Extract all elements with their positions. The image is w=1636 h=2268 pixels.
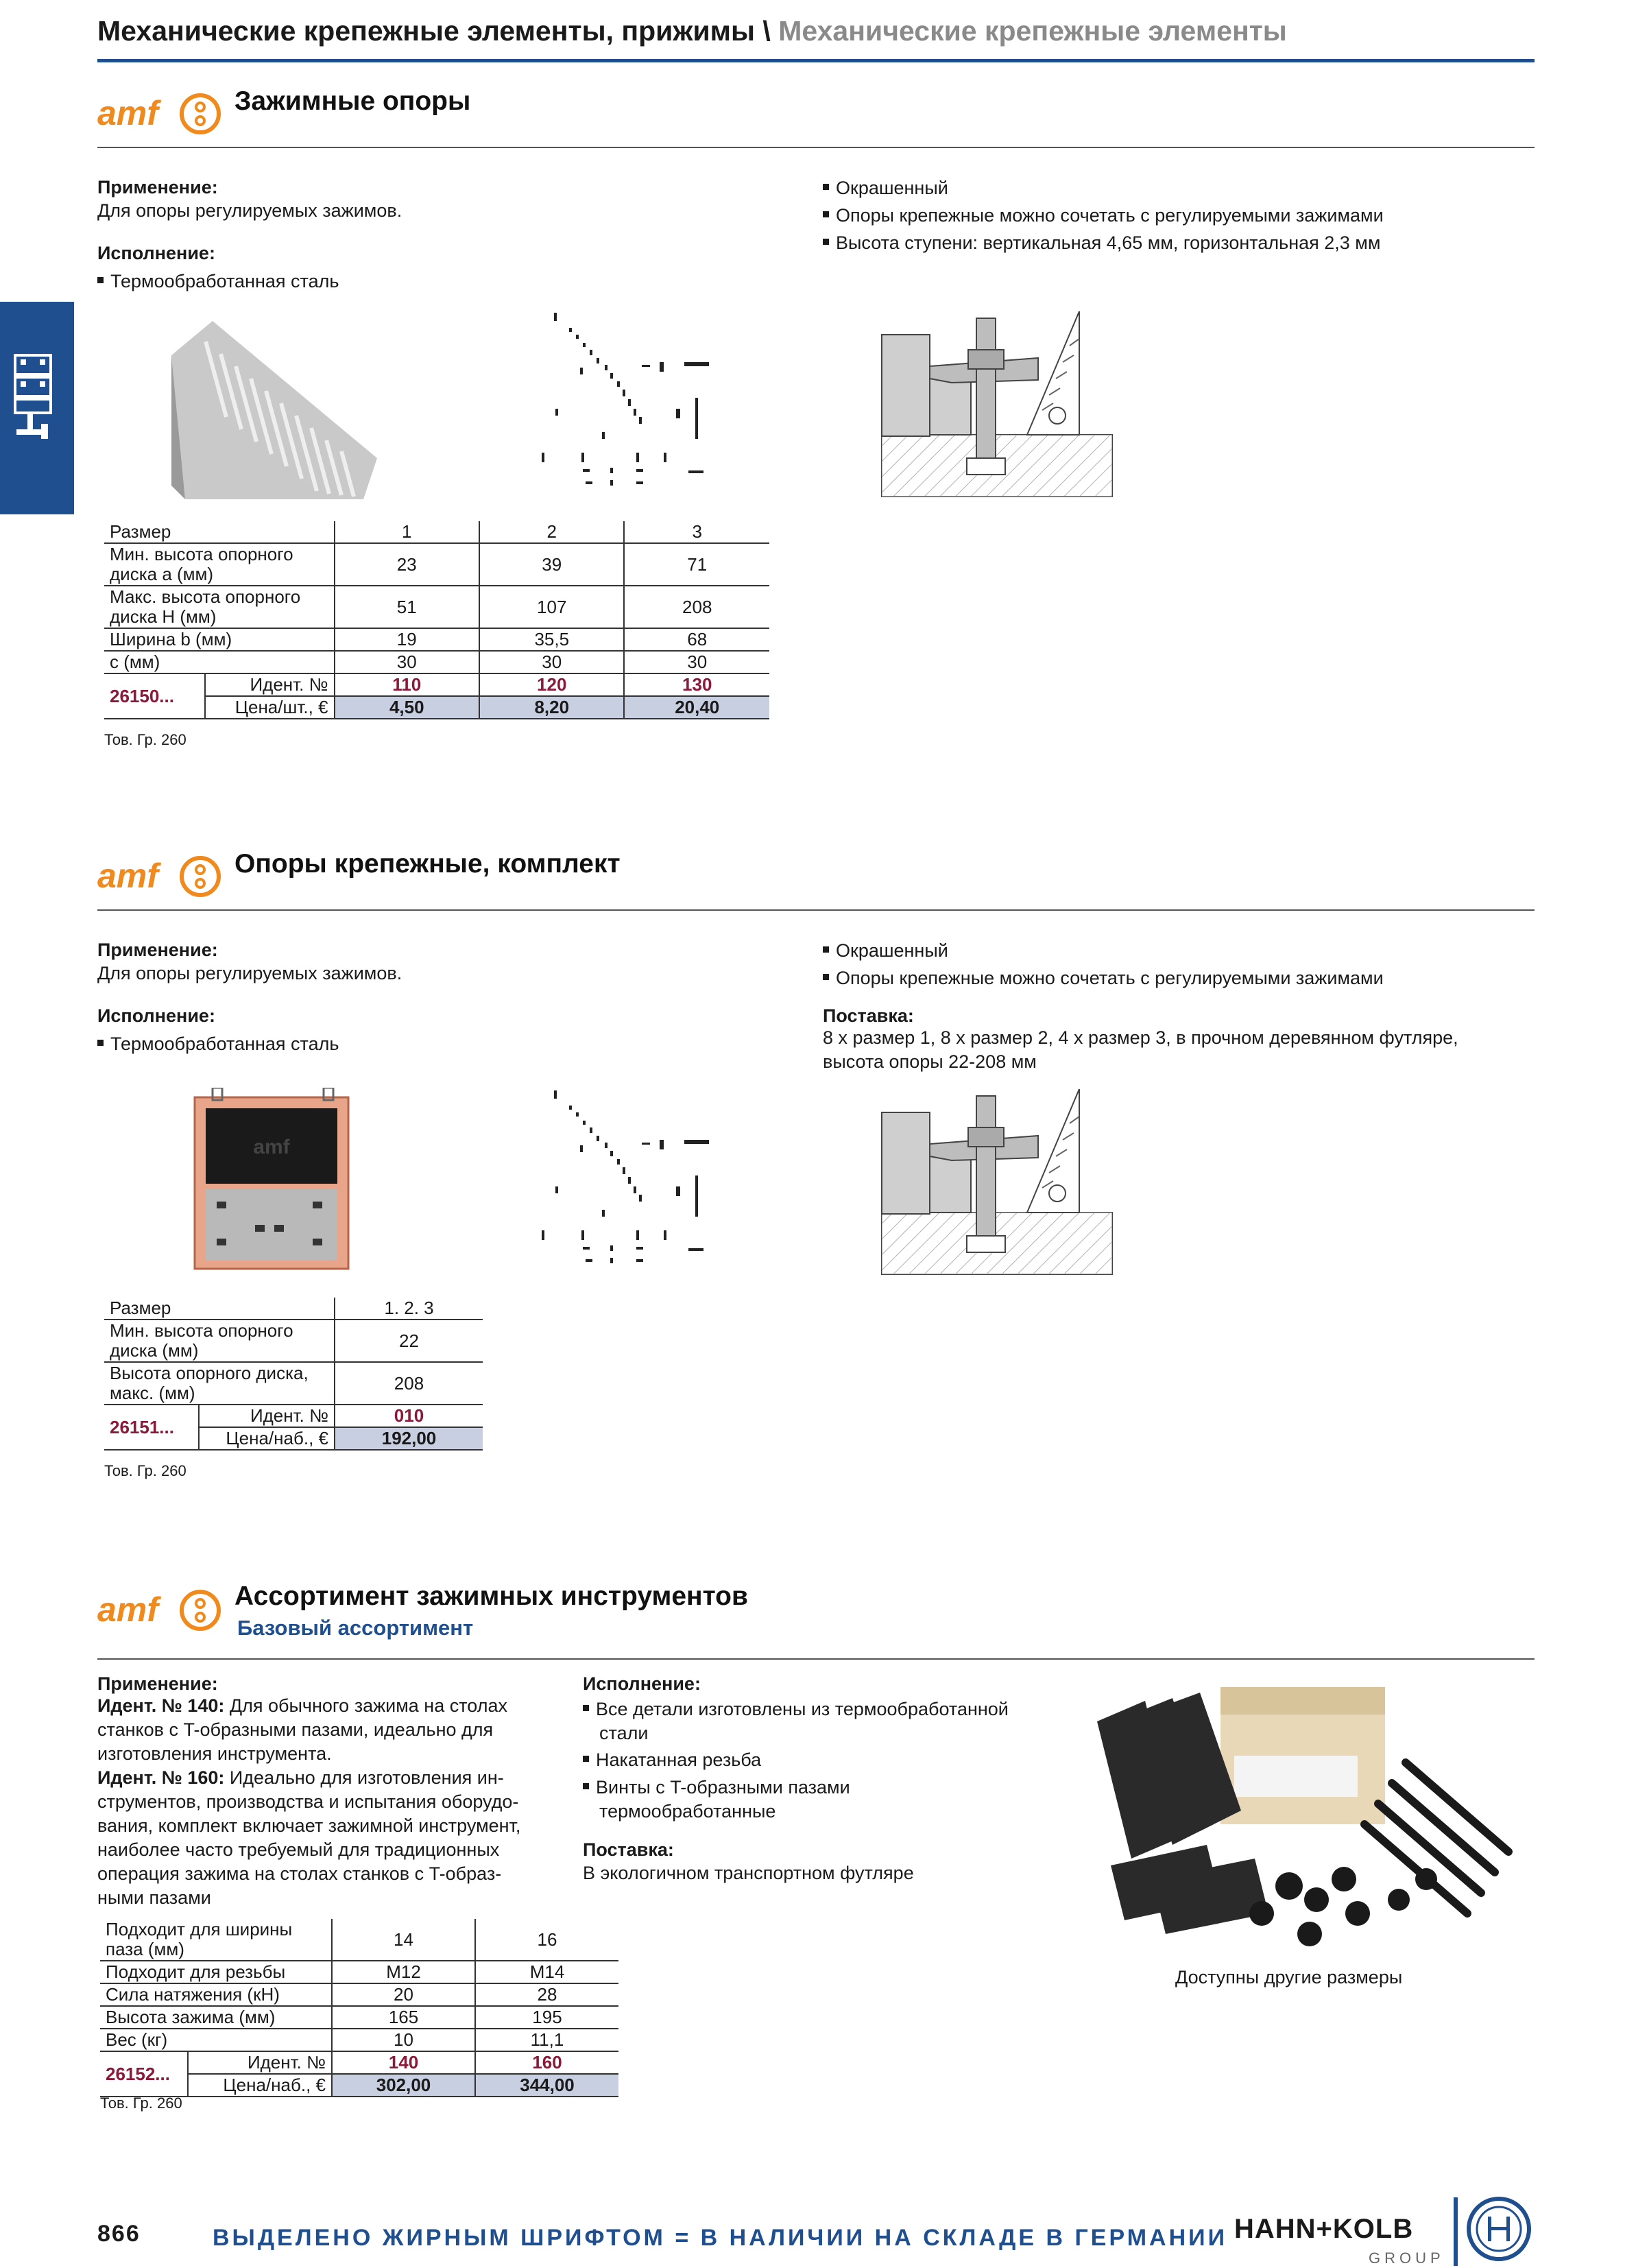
row-label: Высота опорного диска, макс. (мм) [104, 1362, 335, 1405]
cell: 30 [335, 651, 479, 673]
table-col-header: 1. 2. 3 [335, 1298, 483, 1320]
delivery-text: высота опоры 22-208 мм [823, 1051, 1037, 1072]
price: 192,00 [335, 1427, 483, 1450]
cell: 14 [332, 1919, 475, 1961]
cell: 208 [335, 1362, 483, 1405]
product-group: Тов. Гр. 260 [104, 1462, 187, 1479]
execution-item: Накатанная резьба [583, 1746, 761, 1774]
cell: 35,5 [479, 628, 624, 651]
chapter-side-tab [0, 302, 74, 514]
application-text: Для опоры регулируемых зажимов. [97, 963, 402, 983]
order-number-prefix: 26152... [100, 2051, 188, 2097]
cell: M14 [475, 1961, 618, 1983]
hahn-kolb-emblem [1466, 2196, 1532, 2262]
item-id: 120 [479, 673, 624, 696]
spec-table [100, 1919, 618, 2097]
delivery-label: Поставка: [583, 1839, 674, 1860]
table-col-header: 2 [479, 521, 624, 543]
price-label: Цена/шт., € [205, 696, 334, 719]
price: 8,20 [479, 696, 624, 719]
feature-item: Опоры крепежные можно сочетать с регулируемыми зажимами [823, 202, 1384, 229]
amf-logo [97, 855, 222, 898]
cell: 195 [475, 2006, 618, 2029]
header-title-main: Механические крепежные элементы, прижимы [97, 15, 755, 47]
svg-text:amf: amf [253, 1136, 290, 1158]
spec-table [104, 1298, 483, 1451]
clamping-kit-photo [1083, 1673, 1522, 1961]
price: 20,40 [624, 696, 769, 719]
product-group: Тов. Гр. 260 [104, 731, 187, 748]
table-row [104, 586, 769, 628]
item-id: 110 [335, 673, 479, 696]
cell: 22 [335, 1320, 483, 1362]
table-row [104, 1405, 483, 1427]
price-label: Цена/наб., € [188, 2074, 332, 2097]
svg-text:amf: amf [97, 1590, 158, 1629]
execution-label: Исполнение: [97, 243, 215, 263]
row-label: Мин. высота опорного диска (мм) [104, 1320, 335, 1362]
row-label: Макс. высота опорного диска H (мм) [104, 586, 335, 628]
row-label: Вес (кг) [100, 2029, 332, 2051]
table-row [100, 2029, 618, 2051]
brand-divider [1454, 2197, 1458, 2266]
cell: 23 [335, 543, 479, 586]
section-title: Опоры крепежные, комплект [234, 849, 621, 879]
table-row [100, 1983, 618, 2006]
price: 4,50 [335, 696, 479, 719]
cell: 20 [332, 1983, 475, 2006]
section-rule [97, 1658, 1535, 1660]
execution-item-cont: стали [599, 1723, 649, 1743]
table-row [104, 1320, 483, 1362]
cell: 107 [479, 586, 624, 628]
cell: 30 [624, 651, 769, 673]
row-label: Подходит для резьбы [100, 1961, 332, 1983]
delivery-label: Поставка: [823, 1005, 914, 1026]
cell: 30 [479, 651, 624, 673]
page-header [97, 15, 1287, 47]
step-block-photo [158, 314, 384, 506]
cell: M12 [332, 1961, 475, 1983]
feature-item: Окрашенный [823, 937, 948, 964]
hahn-kolb-wordmark: HAHN+KOLB [1234, 2214, 1414, 2244]
cell: 10 [332, 2029, 475, 2051]
table-header-label: Размер [104, 1298, 335, 1320]
section-rule [97, 909, 1535, 911]
cell: 19 [335, 628, 479, 651]
delivery-text: 8 x размер 1, 8 x размер 2, 4 x размер 3, в прочном деревянном футляре, [823, 1027, 1458, 1048]
application-label: Применение: [97, 177, 218, 198]
price: 344,00 [475, 2074, 618, 2097]
section-subtitle: Базовый ассортимент [237, 1616, 474, 1640]
app-ident-140: Идент. № 140: [97, 1695, 225, 1716]
execution-item: Термообработанная сталь [97, 267, 339, 295]
wooden-case-photo [189, 1088, 354, 1273]
cell: 39 [479, 543, 624, 586]
application-text: Для опоры регулируемых зажимов. [97, 200, 402, 221]
svg-text:amf: amf [97, 857, 158, 895]
header-separator: \ [762, 15, 771, 47]
amf-logo [97, 1588, 222, 1632]
application-label: Применение: [97, 940, 218, 960]
id-label: Идент. № [205, 673, 334, 696]
item-id: 140 [332, 2051, 475, 2074]
cell: 51 [335, 586, 479, 628]
header-rule [97, 59, 1535, 62]
item-id: 010 [335, 1405, 483, 1427]
execution-item: Винты с T-образными пазами [583, 1774, 850, 1801]
photo-caption: Доступны другие размеры [1175, 1967, 1403, 1988]
step-dimension-drawing [542, 1085, 734, 1270]
table-row [100, 2006, 618, 2029]
feature-item: Опоры крепежные можно сочетать с регулируемыми зажимами [823, 964, 1384, 992]
price-label: Цена/наб., € [199, 1427, 335, 1450]
item-id: 160 [475, 2051, 618, 2074]
header-title-sub: Механические крепежные элементы [778, 15, 1287, 47]
cell: 11,1 [475, 2029, 618, 2051]
cell: 28 [475, 1983, 618, 2006]
table-col-header: 3 [624, 521, 769, 543]
table-row [104, 628, 769, 651]
cell: 68 [624, 628, 769, 651]
section-rule [97, 147, 1535, 148]
svg-text:amf: amf [97, 94, 158, 132]
app-ident-160: Идент. № 160: [97, 1767, 225, 1788]
row-label: Сила натяжения (кН) [100, 1983, 332, 2006]
execution-item: Все детали изготовлены из термообработанной [583, 1695, 1009, 1723]
order-number-prefix: 26151... [104, 1405, 199, 1450]
table-row [100, 1919, 618, 1961]
section-title: Ассортимент зажимных инструментов [234, 1581, 748, 1611]
table-col-header: 1 [335, 521, 479, 543]
cell: 208 [624, 586, 769, 628]
row-label: Высота зажима (мм) [100, 2006, 332, 2029]
table-header-label: Размер [104, 521, 335, 543]
item-id: 130 [624, 673, 769, 696]
feature-item: Высота ступени: вертикальная 4,65 мм, горизонтальная 2,3 мм [823, 229, 1380, 256]
execution-item-cont: термообработанные [599, 1801, 776, 1822]
cell: 16 [475, 1919, 618, 1961]
feature-item: Окрашенный [823, 174, 948, 202]
clamp-application-drawing [880, 307, 1114, 499]
product-group: Тов. Гр. 260 [100, 2094, 182, 2112]
spec-table [104, 521, 769, 719]
execution-label: Исполнение: [583, 1673, 701, 1694]
delivery-text: В экологичном транспортном футляре [583, 1863, 914, 1883]
amf-logo [97, 92, 222, 136]
table-row [104, 673, 769, 696]
table-row [104, 1362, 483, 1405]
cell: 71 [624, 543, 769, 586]
execution-label: Исполнение: [97, 1005, 215, 1026]
order-number-prefix: 26150... [104, 673, 205, 719]
id-label: Идент. № [188, 2051, 332, 2074]
page-number: 866 [97, 2221, 141, 2247]
clamp-chapter-icon [0, 302, 74, 514]
id-label: Идент. № [199, 1405, 335, 1427]
application-paragraph: Идент. № 140: Для обычного зажима на столах станков с T-образными пазами, идеально для изготовления инструмента. Идент. № 160: Идеально для изготовления ин- струментов, производства и испытания оборудо- вания, комплект включает зажимной инструмент, наиболее часто требуемый для традиционных операция зажима на столах станков с T-образ- ными пазами [97, 1695, 521, 1908]
row-label: Ширина b (мм) [104, 628, 335, 651]
table-row [100, 2051, 618, 2074]
table-row [104, 651, 769, 673]
step-dimension-drawing [542, 307, 734, 492]
table-row [100, 1961, 618, 1983]
section-title: Зажимные опоры [234, 86, 471, 116]
table-row [104, 543, 769, 586]
cell: 165 [332, 2006, 475, 2029]
brand-group-label: GROUP [1369, 2249, 1445, 2267]
row-label: Подходит для ширины паза (мм) [100, 1919, 332, 1961]
row-label: c (мм) [104, 651, 335, 673]
stock-notice: ВЫДЕЛЕНО ЖИРНЫМ ШРИФТОМ = В НАЛИЧИИ НА СКЛАДЕ В ГЕРМАНИИ [213, 2225, 1228, 2251]
price: 302,00 [332, 2074, 475, 2097]
application-label: Применение: [97, 1673, 218, 1694]
clamp-application-drawing [880, 1085, 1114, 1277]
execution-item: Термообработанная сталь [97, 1030, 339, 1058]
row-label: Мин. высота опорного диска а (мм) [104, 543, 335, 586]
